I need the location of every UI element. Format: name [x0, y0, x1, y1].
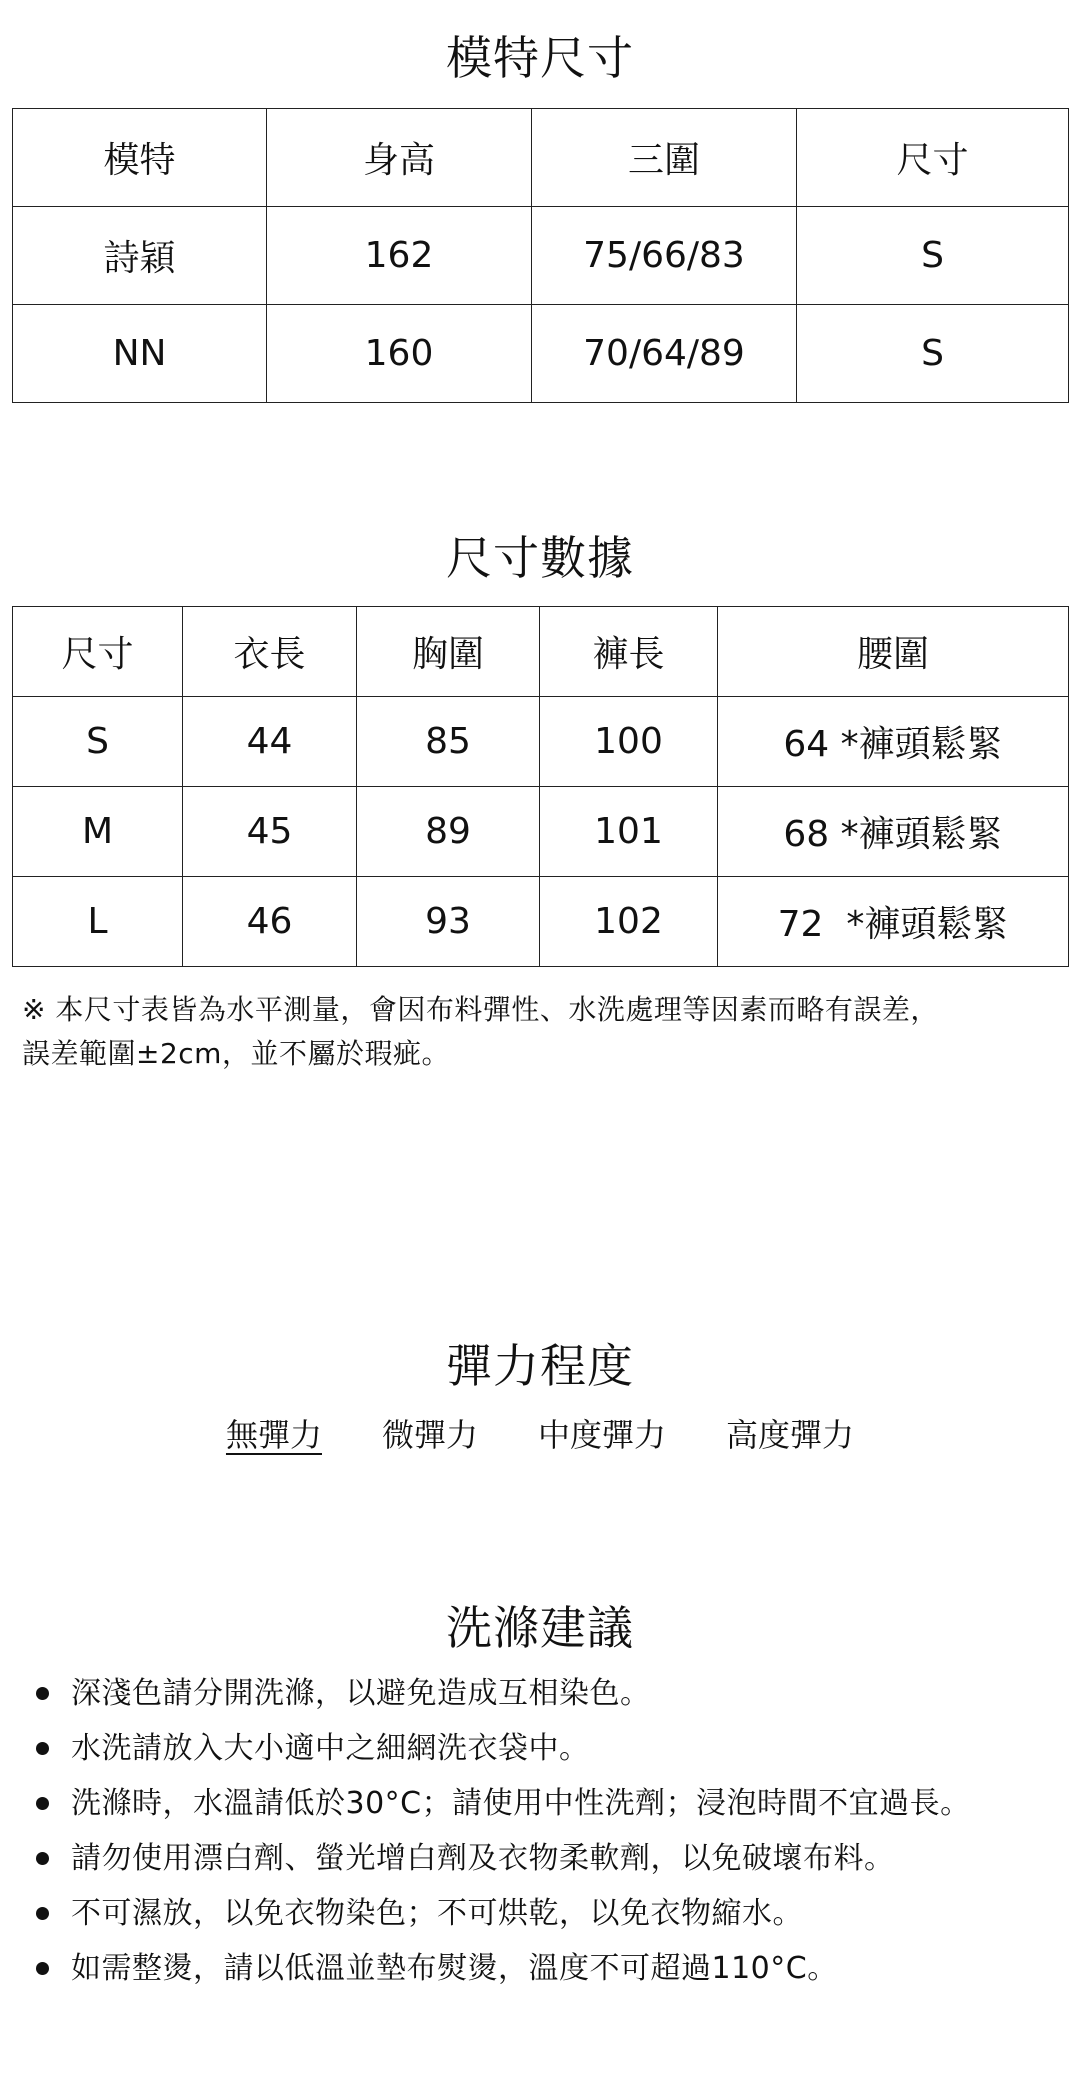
model-size-title: 模特尺寸	[446, 31, 634, 85]
table-cell: 85	[357, 697, 540, 787]
measurement-note	[22, 988, 1062, 1076]
care-title: 洗滌建議	[446, 1601, 634, 1655]
header-cell: 尺寸	[797, 109, 1069, 207]
bullet-icon	[36, 1852, 49, 1865]
header-cell: 腰圍	[718, 607, 1069, 697]
elasticity-option-none: 無彈力	[225, 1416, 322, 1454]
care-text: 洗滌時，水溫請低於30°C；請使用中性洗劑；浸泡時間不宜過長。	[71, 1786, 971, 1821]
table-cell: 75/66/83	[532, 207, 797, 305]
list-item	[22, 1941, 1072, 1996]
table-row	[13, 877, 1069, 967]
elasticity-option-slight: 微彈力	[381, 1416, 478, 1454]
bullet-icon	[36, 1907, 49, 1920]
care-list	[22, 1666, 1072, 1996]
header-cell: 尺寸	[13, 607, 183, 697]
table-cell: 100	[540, 697, 718, 787]
care-text: 如需整燙，請以低溫並墊布熨燙，溫度不可超過110°C。	[71, 1951, 838, 1986]
size-data-table	[12, 606, 1069, 967]
note-line: ※ 本尺寸表皆為水平測量，會因布料彈性、水洗處理等因素而略有誤差，	[22, 993, 939, 1026]
list-item	[22, 1721, 1072, 1776]
bullet-icon	[36, 1687, 49, 1700]
table-cell: L	[13, 877, 183, 967]
table-cell: 46	[183, 877, 357, 967]
model-size-table	[12, 108, 1069, 403]
size-data-title: 尺寸數據	[446, 531, 634, 585]
elasticity-option-high: 高度彈力	[726, 1416, 855, 1454]
care-text: 不可濕放，以免衣物染色；不可烘乾，以免衣物縮水。	[71, 1896, 803, 1931]
elasticity-option-medium: 中度彈力	[538, 1416, 667, 1454]
table-cell: S	[797, 207, 1069, 305]
table-cell: 44	[183, 697, 357, 787]
table-cell: 64 *褲頭鬆緊	[718, 697, 1069, 787]
list-item	[22, 1776, 1072, 1831]
bullet-icon	[36, 1962, 49, 1975]
bullet-icon	[36, 1797, 49, 1810]
table-cell: 詩穎	[13, 207, 267, 305]
table-cell: NN	[13, 305, 267, 403]
table-row	[13, 305, 1069, 403]
table-cell: 160	[267, 305, 532, 403]
table-cell: 45	[183, 787, 357, 877]
care-text: 深淺色請分開洗滌，以避免造成互相染色。	[71, 1676, 651, 1711]
table-cell: 102	[540, 877, 718, 967]
table-cell: 162	[267, 207, 532, 305]
list-item	[22, 1886, 1072, 1941]
elasticity-options	[0, 1408, 1080, 1458]
table-cell: 68 *褲頭鬆緊	[718, 787, 1069, 877]
note-line: 誤差範圍±2cm，並不屬於瑕疵。	[22, 1037, 450, 1070]
table-cell: 101	[540, 787, 718, 877]
table-row	[13, 697, 1069, 787]
table-header-row	[13, 109, 1069, 207]
header-cell: 模特	[13, 109, 267, 207]
header-cell: 身高	[267, 109, 532, 207]
bullet-icon	[36, 1742, 49, 1755]
table-header-row	[13, 607, 1069, 697]
table-cell: 72 *褲頭鬆緊	[718, 877, 1069, 967]
list-item	[22, 1666, 1072, 1721]
table-cell: 70/64/89	[532, 305, 797, 403]
table-row	[13, 207, 1069, 305]
care-text: 水洗請放入大小適中之細網洗衣袋中。	[71, 1731, 590, 1766]
header-cell: 衣長	[183, 607, 357, 697]
header-cell: 三圍	[532, 109, 797, 207]
table-cell: M	[13, 787, 183, 877]
table-cell: 89	[357, 787, 540, 877]
table-row	[13, 787, 1069, 877]
list-item	[22, 1831, 1072, 1886]
table-cell: S	[797, 305, 1069, 403]
header-cell: 褲長	[540, 607, 718, 697]
header-cell: 胸圍	[357, 607, 540, 697]
care-text: 請勿使用漂白劑、螢光增白劑及衣物柔軟劑，以免破壞布料。	[71, 1841, 895, 1876]
elasticity-title: 彈力程度	[446, 1339, 634, 1393]
table-cell: S	[13, 697, 183, 787]
table-cell: 93	[357, 877, 540, 967]
